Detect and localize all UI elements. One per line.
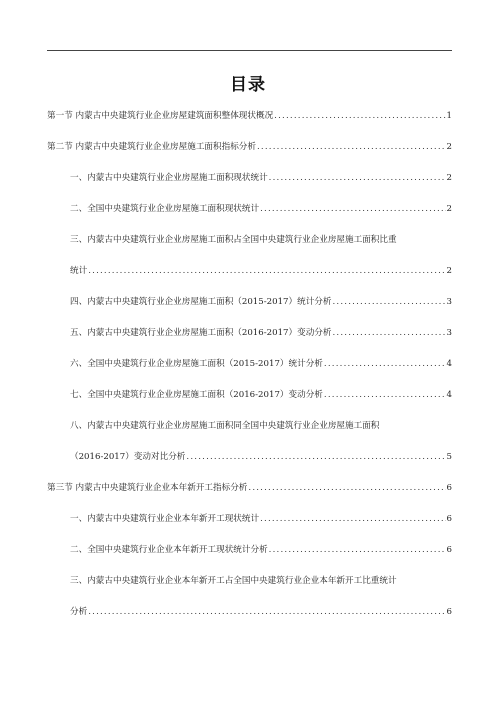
toc-entry-text: 五、内蒙古中央建筑行业企业房屋施工面积（2016-2017）变动分析: [70, 328, 332, 338]
toc-entry-2-4[interactable]: [70, 296, 452, 308]
header-rule: [47, 50, 452, 51]
toc-entry-text: 三、内蒙古中央建筑行业企业房屋施工面积占全国中央建筑行业企业房屋施工面积比重: [70, 235, 397, 245]
leader-dots: [274, 110, 445, 122]
toc-page-number: 2: [446, 266, 452, 276]
leader-dots: [333, 327, 446, 339]
leader-dots: [324, 389, 446, 401]
toc-page-number: 2: [446, 204, 452, 214]
toc-entry-3-3-line2[interactable]: [70, 606, 452, 618]
toc-entry-3-1[interactable]: [70, 513, 452, 525]
toc-entry-text: 一、内蒙古中央建筑行业企业房屋施工面积现状统计: [70, 173, 268, 183]
toc-entry-section-1[interactable]: [47, 110, 452, 122]
toc-entry-2-6[interactable]: [70, 358, 452, 370]
leader-dots: [88, 606, 445, 618]
toc-entry-2-1[interactable]: [70, 172, 452, 184]
toc-page-number: 6: [446, 607, 452, 617]
toc-entry-text: 四、内蒙古中央建筑行业企业房屋施工面积（2015-2017）统计分析: [70, 297, 332, 307]
leader-dots: [324, 358, 446, 370]
toc-page-number: 4: [446, 359, 452, 369]
leader-dots: [88, 265, 445, 277]
toc-entry-text: 分析: [70, 607, 88, 617]
toc-entry-text: 第三节 内蒙古中央建筑行业企业本年新开工指标分析: [47, 483, 248, 493]
toc-entry-text: 第一节 内蒙古中央建筑行业企业房屋建筑面积整体现状概况: [47, 111, 274, 121]
toc-page-number: 6: [446, 545, 452, 555]
toc-entry-text: 第二节 内蒙古中央建筑行业企业房屋施工面积指标分析: [47, 142, 256, 152]
toc-page-number: 6: [446, 483, 452, 493]
leader-dots: [257, 141, 446, 153]
toc-entry-text: 二、全国中央建筑行业企业本年新开工现状统计分析: [70, 545, 268, 555]
toc-entry-2-8-line2[interactable]: [70, 451, 452, 463]
toc-entry-text: 三、内蒙古中央建筑行业企业本年新开工占全国中央建筑行业企业本年新开工比重统计: [70, 576, 397, 586]
leader-dots: [333, 296, 446, 308]
toc-entry-2-8-line1[interactable]: [70, 420, 452, 432]
toc-entry-2-3-line2[interactable]: [70, 265, 452, 277]
toc-entry-section-2[interactable]: [47, 141, 452, 153]
toc-entry-3-2[interactable]: [70, 544, 452, 556]
toc-page-number: 4: [446, 390, 452, 400]
leader-dots: [248, 482, 445, 494]
page-title: 目录: [230, 75, 266, 95]
toc-entry-text: 一、内蒙古中央建筑行业企业本年新开工现状统计: [70, 514, 260, 524]
toc-entry-text: 统计: [70, 266, 88, 276]
toc-page-number: 2: [446, 173, 452, 183]
toc-entry-text: （2016-2017）变动对比分析: [70, 452, 186, 462]
toc-page-number: 1: [446, 111, 452, 121]
toc-entry-2-3-line1[interactable]: [70, 234, 452, 246]
toc-entry-section-3[interactable]: [47, 482, 452, 494]
leader-dots: [260, 513, 445, 525]
toc-entry-text: 六、全国中央建筑行业企业房屋施工面积（2015-2017）统计分析: [70, 359, 323, 369]
toc-page-number: 2: [446, 142, 452, 152]
toc-entry-2-7[interactable]: [70, 389, 452, 401]
toc-entry-text: 二、全国中央建筑行业企业房屋施工面积现状统计: [70, 204, 260, 214]
leader-dots: [260, 203, 445, 215]
toc-entry-2-2[interactable]: [70, 203, 452, 215]
toc-entry-text: 八、内蒙古中央建筑行业企业房屋施工面积同全国中央建筑行业企业房屋施工面积: [70, 421, 380, 431]
leader-dots: [269, 544, 446, 556]
leader-dots: [269, 172, 446, 184]
toc-page-number: 5: [446, 452, 452, 462]
toc-entry-3-3-line1[interactable]: [70, 575, 452, 587]
toc-page-number: 3: [446, 328, 452, 338]
toc-entry-text: 七、全国中央建筑行业企业房屋施工面积（2016-2017）变动分析: [70, 390, 323, 400]
toc-entry-2-5[interactable]: [70, 327, 452, 339]
toc-page-number: 3: [446, 297, 452, 307]
toc-page-number: 6: [446, 514, 452, 524]
leader-dots: [186, 451, 445, 463]
